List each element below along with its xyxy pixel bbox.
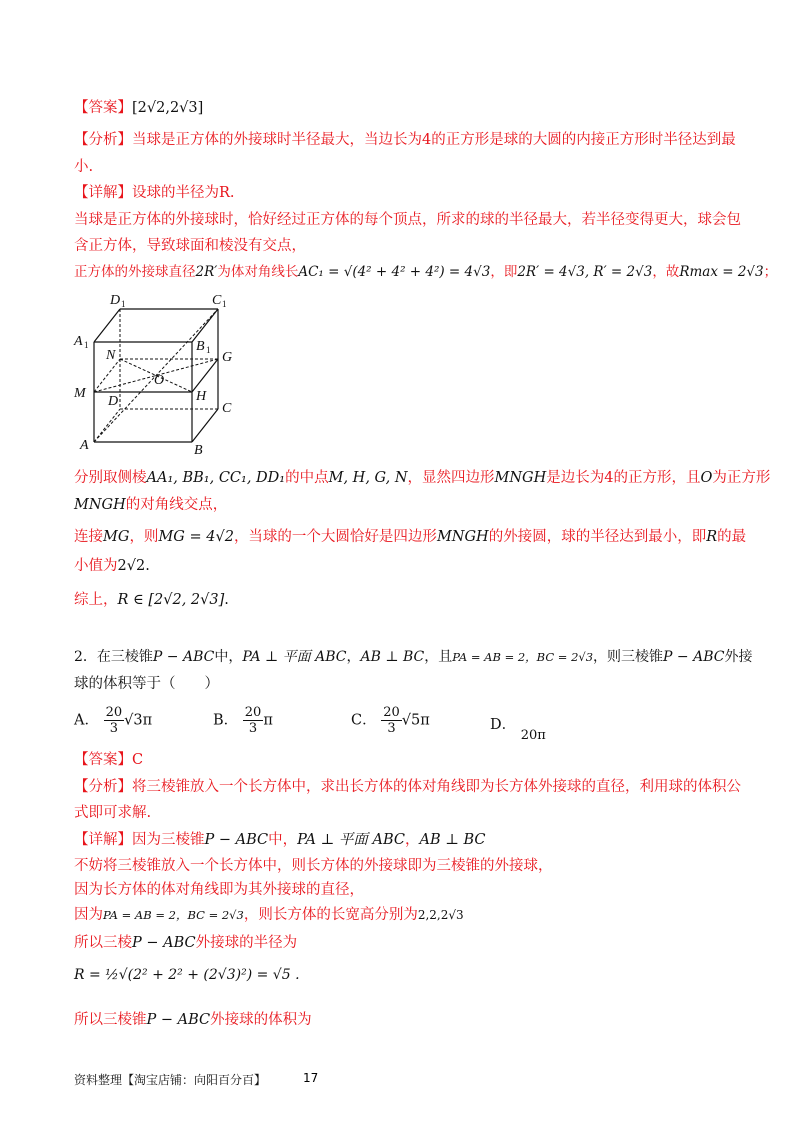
label-d1: D bbox=[110, 293, 121, 308]
label-g: G bbox=[222, 350, 233, 365]
detail-2-text-5a: 所以三棱 bbox=[74, 935, 132, 951]
label-b1-sub: 1 bbox=[206, 345, 211, 355]
q2-formula-pabc-2: P − ABC bbox=[663, 649, 725, 665]
detail-text-6b: 的对角线交点， bbox=[125, 497, 228, 513]
option-d-label: D． bbox=[490, 717, 517, 733]
detail-text-4e: ，即 bbox=[490, 264, 518, 280]
option-b[interactable] bbox=[213, 705, 273, 736]
option-c-den: 3 bbox=[387, 721, 396, 736]
detail-2-line-1 bbox=[74, 830, 486, 850]
detail-2-text-1c: 中， bbox=[268, 832, 298, 848]
option-c-num: 20 bbox=[383, 705, 400, 720]
detail-2-tag: 【详解】 bbox=[74, 832, 132, 848]
detail-2-text-2: 不妨将三棱锥放入一个长方体中，则长方体的外接球即为三棱锥的外接球， bbox=[74, 858, 553, 874]
detail-line-5 bbox=[74, 468, 770, 488]
analysis-2-text-2: 式即可求解. bbox=[74, 805, 152, 821]
detail-2-line-7 bbox=[74, 1010, 312, 1030]
answer-2-tag: 【答案】 bbox=[74, 752, 132, 768]
label-a1: A bbox=[74, 334, 83, 349]
detail-text-9c: . bbox=[224, 592, 229, 608]
q2-formula-lengths: PA = AB = 2，BC = 2√3 bbox=[452, 650, 594, 664]
detail-text-4c: 为体对角线长 bbox=[217, 264, 299, 280]
detail-text-3: 含正方体，导致球面和棱没有交点， bbox=[74, 238, 306, 254]
option-d-tail: 20π bbox=[520, 728, 546, 743]
detail-2-text-5c: 外接球的半径为 bbox=[195, 935, 298, 951]
detail-text-4a: 正方体的外接球直径 bbox=[74, 264, 196, 280]
option-b-label: B． bbox=[213, 712, 239, 729]
label-m: M bbox=[74, 386, 86, 401]
detail-text-7i: 的最 bbox=[717, 529, 747, 545]
detail-text-7e: ，当球的一个大圆恰好是四边形 bbox=[233, 529, 437, 545]
detail-line-4 bbox=[74, 262, 777, 282]
label-c: C bbox=[222, 401, 232, 416]
detail-text-8a: 小值为 bbox=[74, 558, 118, 574]
answer-line-1 bbox=[74, 98, 203, 118]
formula-ac1: AC₁ = √(4² + 4² + 4²) = 4√3 bbox=[298, 264, 491, 280]
detail-text-5e: ，显然四边形 bbox=[407, 470, 495, 486]
label-b1: B bbox=[196, 339, 205, 354]
question-2-line-1 bbox=[74, 647, 752, 667]
q2-text-e: ， bbox=[346, 649, 361, 665]
formula-2r: 2R′ bbox=[195, 264, 218, 280]
detail-2-formula-pabc-2: P − ABC bbox=[132, 935, 196, 951]
analysis-tag: 【分析】 bbox=[74, 132, 132, 148]
formula-range: R ∈ [2√2, 2√3] bbox=[117, 592, 225, 608]
analysis-line-1 bbox=[74, 130, 736, 150]
formula-mngh: MNGH bbox=[494, 470, 547, 486]
detail-text-4i: ； bbox=[763, 264, 778, 280]
detail-2-line-3 bbox=[74, 880, 364, 900]
option-c[interactable] bbox=[351, 705, 430, 736]
detail-2-line-2 bbox=[74, 856, 553, 876]
option-b-den: 3 bbox=[248, 721, 258, 736]
formula-points: M, H, G, N bbox=[328, 470, 408, 486]
q2-text-i: ，则三棱锥 bbox=[593, 649, 664, 665]
detail-tag: 【详解】 bbox=[74, 185, 132, 201]
option-a-tail: √3π bbox=[124, 712, 153, 729]
label-a: A bbox=[80, 438, 89, 453]
footer-text: 资料整理【淘宝店铺：向阳百分百】 bbox=[74, 1073, 267, 1087]
option-d[interactable] bbox=[490, 713, 546, 743]
detail-text-2: 当球是正方体的外接球时，恰好经过正方体的每个顶点，所求的球的半径最大，若半径变得更大，球会包 bbox=[74, 212, 741, 228]
q2-text-c: 中， bbox=[214, 649, 243, 665]
label-d1-sub: 1 bbox=[121, 299, 126, 309]
label-a1-sub: 1 bbox=[84, 340, 89, 350]
label-d: D bbox=[108, 394, 119, 409]
analysis-text-1: 当球是正方体的外接球时半径最大，当边长为4的正方形是球的大圆的内接正方形时半径达到最 bbox=[132, 132, 736, 148]
detail-line-8 bbox=[74, 556, 150, 576]
detail-text-7a: 连接 bbox=[74, 529, 103, 545]
q2-formula-ab-perp: AB ⊥ BC bbox=[360, 649, 425, 665]
detail-2-formula-radius: R = ½√(2² + 2² + (2√3)²) = √5 . bbox=[74, 967, 300, 983]
q2-formula-pa-perp: PA ⊥ 平面 ABC bbox=[242, 649, 347, 665]
option-a[interactable] bbox=[74, 705, 152, 736]
detail-text-9a: 综上， bbox=[74, 592, 118, 608]
detail-2-text-1e: ， bbox=[404, 832, 420, 848]
question-2-line-2 bbox=[74, 674, 219, 694]
detail-line-1 bbox=[74, 183, 235, 203]
cube-figure bbox=[72, 287, 242, 462]
option-b-tail: π bbox=[263, 712, 273, 729]
detail-2-line-4 bbox=[74, 905, 464, 925]
detail-2-formula-pabc-3: P − ABC bbox=[146, 1012, 211, 1028]
formula-r-prime: 2R′ = 4√3, R′ = 2√3 bbox=[517, 264, 653, 280]
formula-mg-value: MG = 4√2 bbox=[158, 529, 234, 545]
option-a-num: 20 bbox=[105, 705, 123, 720]
option-a-label: A． bbox=[74, 712, 99, 729]
label-b: B bbox=[194, 443, 203, 458]
detail-line-3 bbox=[74, 236, 306, 256]
option-a-den: 3 bbox=[109, 721, 118, 736]
option-b-fraction bbox=[243, 705, 264, 736]
detail-2-text-4a: 因为 bbox=[74, 907, 103, 923]
answer-line-2 bbox=[74, 750, 143, 770]
formula-mngh-2: MNGH bbox=[74, 497, 126, 513]
detail-text-7g: 的外接圆，球的半径达到最小，即 bbox=[488, 529, 707, 545]
detail-2-text-4c: ，则长方体的长宽高分别为 bbox=[243, 907, 418, 923]
option-a-fraction bbox=[104, 705, 125, 736]
analysis-text-2: 小. bbox=[74, 159, 94, 175]
detail-text-1: 设球的半径为R. bbox=[132, 185, 235, 201]
formula-r: R bbox=[706, 529, 718, 545]
option-c-label: C． bbox=[351, 712, 377, 729]
detail-2-formula-lengths: PA = AB = 2，BC = 2√3 bbox=[103, 908, 244, 922]
detail-2-text-3: 因为长方体的体对角线即为其外接球的直径， bbox=[74, 882, 364, 898]
page-number: 17 bbox=[303, 1071, 319, 1085]
detail-text-5a: 分别取侧棱 bbox=[74, 470, 147, 486]
detail-2-formula-ab-perp: AB ⊥ BC bbox=[419, 832, 486, 848]
q2-text-g: ，且 bbox=[424, 649, 453, 665]
detail-2-text-1a: 因为三棱锥 bbox=[132, 832, 205, 848]
detail-2-line-5 bbox=[74, 933, 297, 953]
detail-2-formula-pabc: P − ABC bbox=[204, 832, 269, 848]
detail-line-9 bbox=[74, 590, 229, 610]
detail-text-5c: 的中点 bbox=[285, 470, 329, 486]
formula-o: O bbox=[700, 470, 713, 486]
detail-text-8c: . bbox=[145, 558, 150, 574]
formula-mg: MG bbox=[103, 529, 130, 545]
option-c-tail: √5π bbox=[401, 712, 430, 729]
detail-text-5g: 是边长为4的正方形，且 bbox=[546, 470, 701, 486]
detail-2-line-6 bbox=[74, 965, 300, 985]
label-c1: C bbox=[212, 293, 222, 308]
detail-2-formula-pa-perp: PA ⊥ 平面 ABC bbox=[297, 832, 405, 848]
formula-rmax: Rmax = 2√3 bbox=[679, 264, 764, 280]
analysis-line-2 bbox=[74, 157, 93, 177]
label-o: O bbox=[154, 373, 165, 388]
detail-text-5i: 为正方形 bbox=[712, 470, 771, 486]
detail-line-2 bbox=[74, 210, 741, 230]
analysis-2-line-2 bbox=[74, 803, 151, 823]
answer-value: [2√2,2√3] bbox=[132, 100, 204, 116]
detail-line-7 bbox=[74, 527, 746, 547]
formula-min: 2√2 bbox=[117, 558, 146, 574]
detail-line-6 bbox=[74, 495, 227, 515]
q2-text-a: 2．在三棱锥 bbox=[74, 649, 153, 665]
label-h: H bbox=[196, 389, 207, 404]
detail-text-7c: ，则 bbox=[129, 529, 159, 545]
analysis-2-line-1 bbox=[74, 777, 741, 797]
detail-2-formula-dims: 2,2,2√3 bbox=[417, 908, 464, 922]
analysis-2-text-1: 将三棱锥放入一个长方体中，求出长方体的体对角线即为长方体外接球的直径，利用球的体积公 bbox=[132, 779, 741, 795]
label-c1-sub: 1 bbox=[222, 299, 227, 309]
option-b-num: 20 bbox=[244, 705, 262, 720]
answer-tag: 【答案】 bbox=[74, 100, 132, 116]
formula-mngh-3: MNGH bbox=[436, 529, 489, 545]
detail-2-text-7a: 所以三棱锥 bbox=[74, 1012, 147, 1028]
detail-2-text-7c: 外接球的体积为 bbox=[210, 1012, 312, 1028]
q2-text-2: 球的体积等于（ ） bbox=[74, 676, 219, 692]
answer-2-value: C bbox=[132, 752, 144, 768]
label-n: N bbox=[106, 348, 116, 363]
option-c-fraction bbox=[381, 705, 402, 736]
q2-formula-pabc: P − ABC bbox=[152, 649, 215, 665]
q2-text-k: 外接 bbox=[724, 649, 753, 665]
formula-edges: AA₁, BB₁, CC₁, DD₁ bbox=[146, 470, 286, 486]
detail-text-4g: ，故 bbox=[652, 264, 680, 280]
analysis-2-tag: 【分析】 bbox=[74, 779, 132, 795]
